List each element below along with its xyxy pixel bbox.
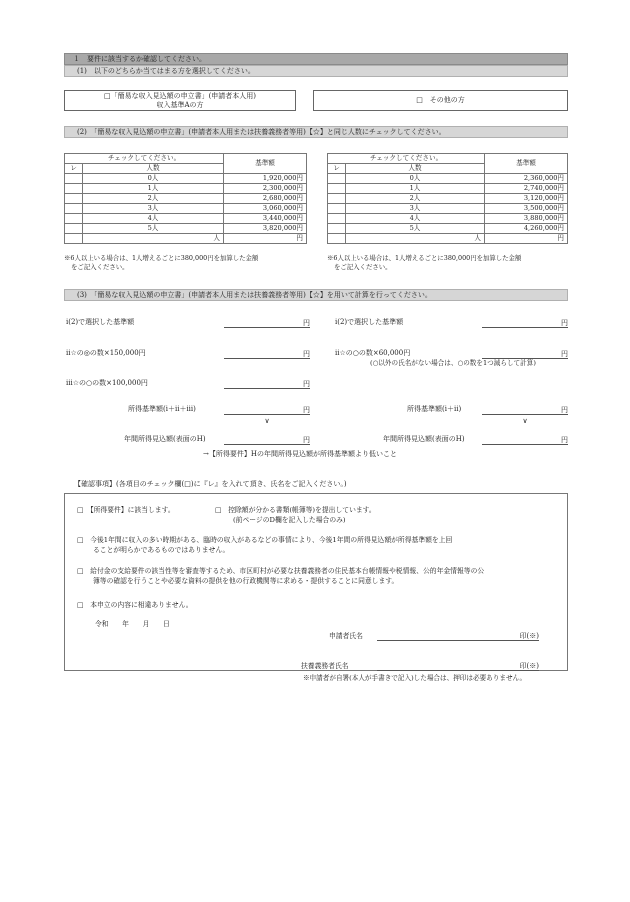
people-cell: 5人: [346, 224, 485, 234]
table-row[interactable]: [65, 214, 307, 224]
applicant-name-field[interactable]: 印(※): [377, 631, 539, 641]
option-b-label: □ その他の方: [416, 96, 465, 104]
calc-left-i-label: i(2)で選択した基準額: [66, 318, 135, 326]
calc-right-sum-field[interactable]: 円: [482, 405, 568, 415]
people-cell[interactable]: 人: [83, 234, 224, 244]
people-cell: 2人: [83, 194, 224, 204]
checkbox-cell[interactable]: [328, 234, 346, 244]
amount-cell: 2,680,000円: [224, 194, 307, 204]
amount-cell: 2,360,000円: [485, 174, 568, 184]
right-amount-table: [327, 153, 568, 244]
amount-cell: 2,740,000円: [485, 184, 568, 194]
people-cell: 0人: [83, 174, 224, 184]
header-amount: 基準額: [485, 154, 568, 174]
header-check: チェックしてください。: [65, 154, 224, 164]
question-3: (3) 「簡易な収入見込額の申立書」(申請者本人用または扶養義務者等用)【☆】を用いて計算を行ってください。: [64, 289, 568, 301]
calc-left-iii-label: iii☆の○の数×100,000円: [66, 379, 148, 387]
option-a-line1: □「簡易な収入見込額の申立書」(申請者本人用): [103, 92, 257, 100]
confirm-item-no-discrepancy[interactable]: □ 本申立の内容に相違ありません。: [77, 601, 193, 609]
checkbox-cell[interactable]: [65, 194, 83, 204]
left-table-note: [64, 254, 314, 271]
checkbox-cell[interactable]: [328, 214, 346, 224]
calc-left-sum-field[interactable]: 円: [224, 405, 310, 415]
people-cell: 3人: [83, 204, 224, 214]
confirm-line: □ 給付金の支給要件の該当性等を審査等するため、市区町村が必要な扶養義務者の住民基本台帳情報や税情報、公的年金情報等の公: [77, 567, 485, 575]
calc-left-annual-field[interactable]: 円: [224, 435, 310, 445]
guardian-name-field[interactable]: 印(※): [377, 661, 539, 671]
note-line: ※6人以上いる場合は、1人増えるごとに380,000円を加算した金額: [327, 254, 522, 262]
option-b-box[interactable]: [313, 90, 568, 111]
confirm-item-income-outlook[interactable]: [77, 535, 452, 555]
table-row[interactable]: [65, 224, 307, 234]
applicant-name-label: 申請者氏名: [329, 632, 363, 640]
calc-left-ii-label: ii☆の◎の数×150,000円: [66, 349, 146, 357]
people-cell: 0人: [346, 174, 485, 184]
table-row[interactable]: [328, 194, 568, 204]
date-field[interactable]: 令和 年 月 日: [95, 620, 170, 628]
amount-cell: 2,300,000円: [224, 184, 307, 194]
calc-left-sum-label: 所得基準額(i＋ii＋iii): [128, 405, 196, 413]
amount-cell: 3,820,000円: [224, 224, 307, 234]
confirm-line: 簿等の確認を行うことや必要な資料の提供を他の行政機関等に求める・提供することに同意します。: [93, 577, 399, 585]
table-row[interactable]: [328, 184, 568, 194]
header-people: 人数: [346, 164, 485, 174]
income-requirement-note: →【所得要件】Hの年間所得見込額が所得基準額より低いこと: [203, 450, 397, 458]
amount-cell: 3,880,000円: [485, 214, 568, 224]
confirm-item-income[interactable]: □ 【所得要件】に該当します。: [77, 506, 175, 514]
checkbox-cell[interactable]: [328, 174, 346, 184]
amount-cell: 3,500,000円: [485, 204, 568, 214]
header-check: チェックしてください。: [328, 154, 485, 164]
amount-cell: 4,260,000円: [485, 224, 568, 234]
calc-right-ii-field[interactable]: 円: [482, 349, 568, 359]
confirm-line: □ 今後1年間に収入の多い時期がある、臨時の収入があるなどの事情により、今後1年間の所得見込額が所得基準額を上回: [77, 536, 453, 544]
table-row[interactable]: [65, 184, 307, 194]
checkbox-cell[interactable]: [65, 204, 83, 214]
note-line: をご記入ください。: [334, 262, 392, 271]
header-people: 人数: [83, 164, 224, 174]
table-row[interactable]: [328, 234, 568, 244]
people-cell[interactable]: 人: [346, 234, 485, 244]
calc-right-i-label: i(2)で選択した基準額: [335, 318, 404, 326]
confirm-line: ることが明らかであるものではありません。: [93, 546, 230, 554]
checkbox-cell[interactable]: [65, 214, 83, 224]
question-2: (2) 「簡易な収入見込額の申立書」(申請者本人用または扶養義務者等用)【☆】と同じ人数にチェックしてください。: [64, 126, 568, 138]
people-cell: 4人: [346, 214, 485, 224]
option-a-line2: 収入基準Aの方: [156, 101, 204, 109]
amount-cell: 3,440,000円: [224, 214, 307, 224]
table-row[interactable]: [65, 174, 307, 184]
table-row[interactable]: [65, 204, 307, 214]
people-cell: 2人: [346, 194, 485, 204]
checkbox-cell[interactable]: [65, 234, 83, 244]
people-cell: 3人: [346, 204, 485, 214]
amount-cell: 1,920,000円: [224, 174, 307, 184]
guardian-name-label: 扶養義務者氏名: [301, 662, 349, 670]
confirm-heading: 【確認事項】(各項目のチェック欄(□)に『レ』を入れて頂き、氏名をご記入ください。): [74, 480, 347, 488]
table-row[interactable]: [65, 234, 307, 244]
greater-than-icon: ∨: [522, 417, 528, 425]
header-mark: レ: [65, 164, 83, 174]
option-a-box[interactable]: [64, 90, 296, 111]
people-cell: 1人: [346, 184, 485, 194]
left-amount-table: [64, 153, 307, 244]
calc-left-ii-field[interactable]: 円: [224, 349, 310, 359]
confirm-item-deduction-sub: (前ページのD欄を記入した場合のみ): [233, 516, 346, 524]
table-row[interactable]: [328, 174, 568, 184]
checkbox-cell[interactable]: [65, 184, 83, 194]
calc-right-i-field[interactable]: 円: [482, 318, 568, 328]
confirm-item-deduction[interactable]: □ 控除額が分かる書類(帳簿等)を提出しています。: [215, 506, 376, 514]
footer-note: ※申請者が自署(本人が手書きで記入)した場合は、押印は必要ありません。: [303, 674, 527, 682]
amount-cell: 3,060,000円: [224, 204, 307, 214]
confirm-item-consent[interactable]: [77, 566, 484, 586]
amount-cell[interactable]: 円: [485, 234, 568, 244]
greater-than-icon: ∨: [264, 417, 270, 425]
checkbox-cell[interactable]: [328, 184, 346, 194]
checkbox-cell[interactable]: [328, 194, 346, 204]
calc-right-ii-label: ii☆の○の数×60,000円: [335, 349, 411, 357]
people-cell: 5人: [83, 224, 224, 234]
calc-left-annual-label: 年間所得見込額(表面のH): [124, 435, 206, 443]
note-line: をご記入ください。: [71, 262, 129, 271]
calc-right-annual-label: 年間所得見込額(表面のH): [383, 435, 465, 443]
header-amount: 基準額: [224, 154, 307, 174]
checkbox-cell[interactable]: [328, 224, 346, 234]
checkbox-cell[interactable]: [65, 224, 83, 234]
table-row[interactable]: [328, 204, 568, 214]
table-row[interactable]: [65, 194, 307, 204]
header-mark: レ: [328, 164, 346, 174]
calc-right-ii-note: (○以外の氏名がない場合は、○の数を1つ減らして計算): [370, 359, 536, 367]
table-row[interactable]: [328, 224, 568, 234]
people-cell: 4人: [83, 214, 224, 224]
calc-right-sum-label: 所得基準額(i＋ii): [407, 405, 462, 413]
note-line: ※6人以上いる場合は、1人増えるごとに380,000円を加算した金額: [64, 254, 259, 262]
calc-left-iii-field[interactable]: 円: [224, 379, 310, 389]
right-table-note: [327, 254, 577, 271]
confirm-box: [64, 493, 568, 671]
calc-right-annual-field[interactable]: 円: [482, 435, 568, 445]
calc-left-i-field[interactable]: 円: [224, 318, 310, 328]
amount-cell: 3,120,000円: [485, 194, 568, 204]
checkbox-cell[interactable]: [328, 204, 346, 214]
amount-cell[interactable]: 円: [224, 234, 307, 244]
table-row[interactable]: [328, 214, 568, 224]
checkbox-cell[interactable]: [65, 174, 83, 184]
people-cell: 1人: [83, 184, 224, 194]
question-1: (1) 以下のどちらか当てはまる方を選択してください。: [64, 65, 568, 77]
section-1-title: １ 要件に該当するか確認してください。: [64, 53, 568, 65]
